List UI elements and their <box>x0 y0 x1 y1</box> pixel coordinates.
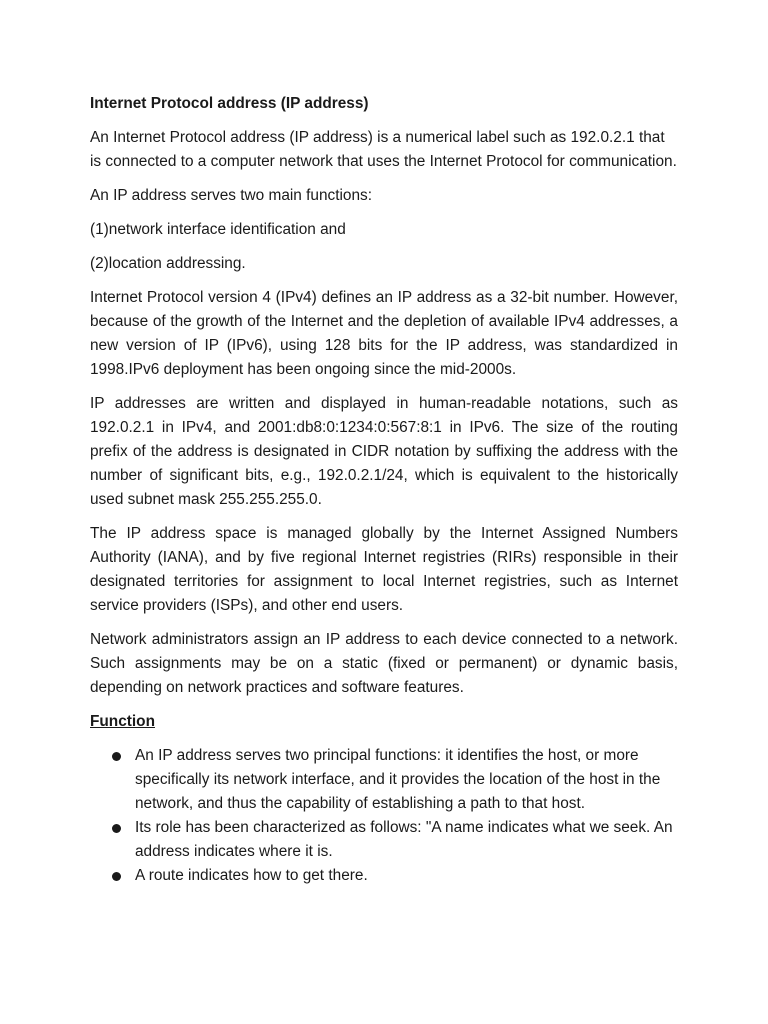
bullet-icon <box>112 872 121 881</box>
function-bullet-list <box>90 744 678 888</box>
list-item <box>90 816 678 864</box>
iana-paragraph: The IP address space is managed globally by the Internet Assigned Numbers Authority (IANA), and by five regional Internet registries (RIRs) responsible in their designated territories for assignment to local Internet registries, such as Internet service providers (ISPs), and other end users. <box>90 525 678 614</box>
list-item <box>90 744 678 816</box>
function-2-paragraph: (2)location addressing. <box>90 255 246 272</box>
ipv4-ipv6-paragraph: Internet Protocol version 4 (IPv4) defines an IP address as a 32-bit number. However, because of the growth of the Internet and the depletion of available IPv4 addresses, a new version of IP (IPv6), using 128 bits for the IP address, was standardized in 1998.IPv6 deployment has been ongoing since the mid-2000s. <box>90 289 678 378</box>
list-item <box>90 864 678 888</box>
bullet-icon <box>112 824 121 833</box>
function-section-title: Function <box>90 713 155 730</box>
bullet-icon <box>112 752 121 761</box>
function-1-paragraph: (1)network interface identification and <box>90 221 346 238</box>
document-title: Internet Protocol address (IP address) <box>90 95 369 112</box>
document-page <box>90 92 678 888</box>
notation-paragraph: IP addresses are written and displayed in human-readable notations, such as 192.0.2.1 in IPv4, and 2001:db8:0:1234:0:567:8:1 in IPv6. The size of the routing prefix of the address is designated in CIDR notation by suffixing the address with the number of significant bits, e.g., 192.0.2.1/24, which is equivalent to the historically used subnet mask 255.255.255.0. <box>90 395 678 508</box>
list-item-text: A route indicates how to get there. <box>135 867 368 884</box>
functions-intro-paragraph: An IP address serves two main functions: <box>90 187 373 204</box>
list-item-text: An IP address serves two principal functions: it identifies the host, or more specifically its network interface, and it provides the location of the host in the network, and thus the capability of establishing a path to that host. <box>135 747 661 812</box>
intro-paragraph: An Internet Protocol address (IP address) is a numerical label such as 192.0.2.1 that is connected to a computer network that uses the Internet Protocol for communication. <box>90 129 677 170</box>
list-item-text: Its role has been characterized as follows: "A name indicates what we seek. An address indicates where it is. <box>135 819 673 860</box>
assignment-paragraph: Network administrators assign an IP address to each device connected to a network. Such assignments may be on a static (fixed or permanent) or dynamic basis, depending on network practices and software features. <box>90 631 678 696</box>
